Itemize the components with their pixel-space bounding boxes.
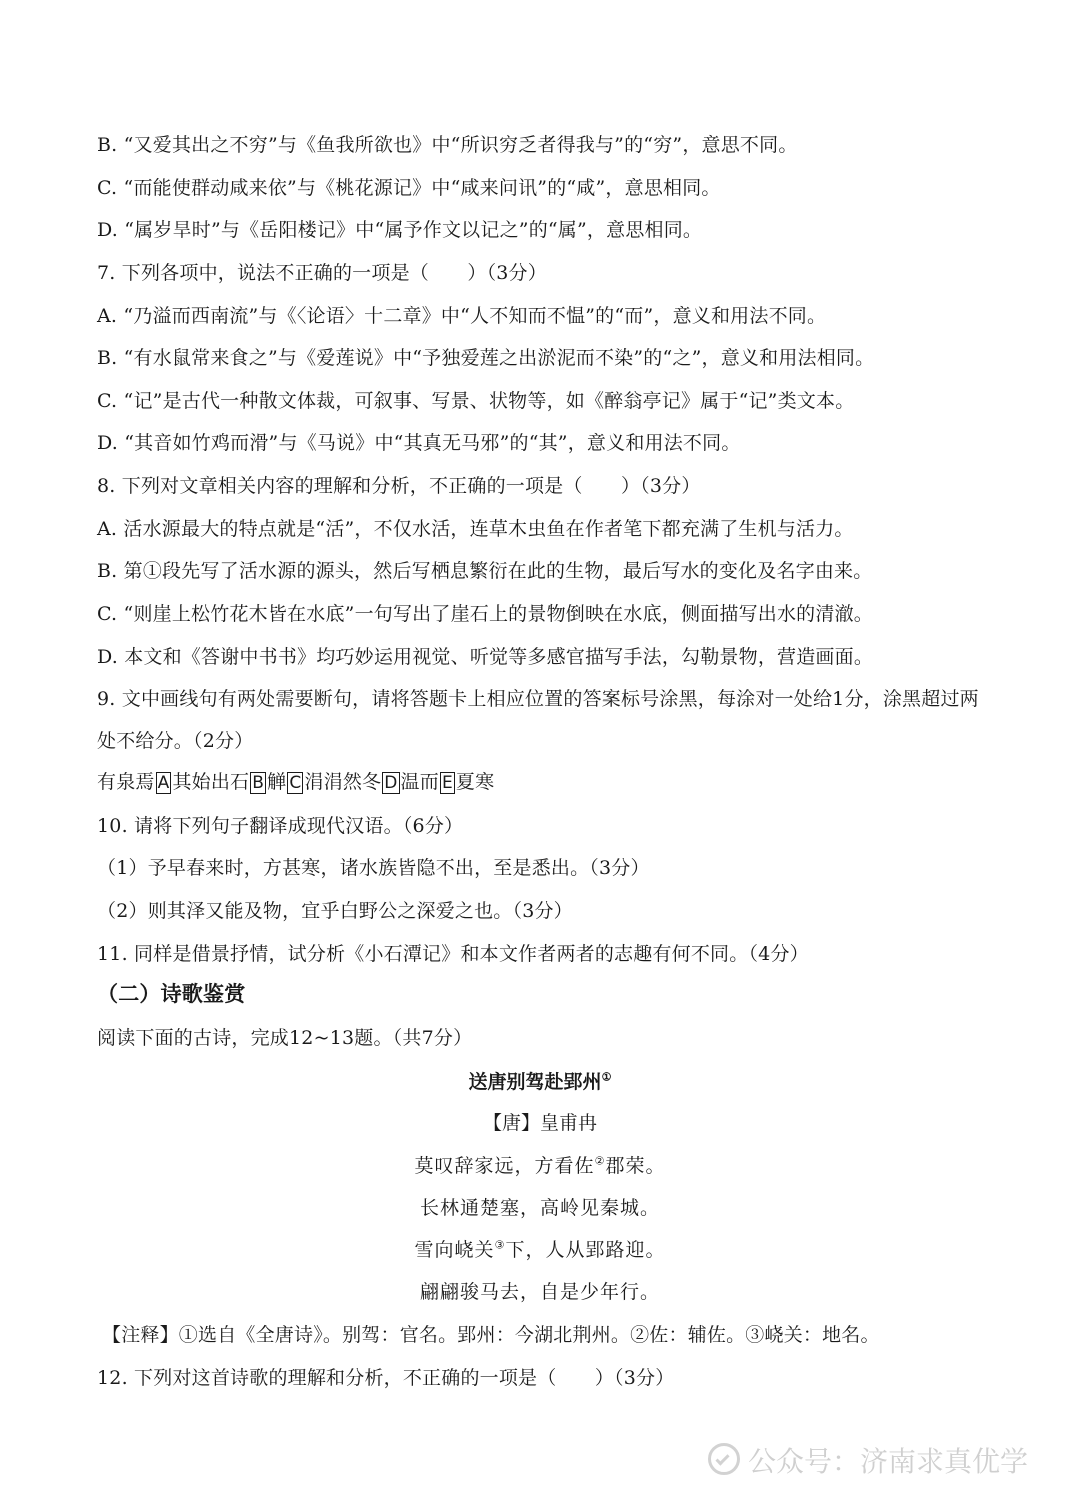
wechat-official-icon <box>708 1443 740 1475</box>
poem-line-1-b: 郡荣。 <box>605 1155 666 1177</box>
q12-stem: 12. 下列对这首诗歌的理解和分析，不正确的一项是（ ）（3分） <box>97 1367 675 1389</box>
q9-stem-line1: 9. 文中画线句有两处需要断句，请将答题卡上相应位置的答案标号涂黑，每涂对一处给1分，涂黑超过两 <box>97 688 979 710</box>
q8-option-d: D. 本文和《答谢中书书》均巧妙运用视觉、听觉等多感官描写手法，勾勒景物，营造画面。 <box>97 646 874 668</box>
poem-line-3-a: 雪向峣关 <box>414 1239 495 1261</box>
poem-title-note: ① <box>601 1070 612 1084</box>
poem-note-3: ③ <box>494 1238 506 1252</box>
q6-option-c: C. “而能使群动咸来依”与《桃花源记》中“咸来问讯”的“咸”，意思相同。 <box>97 177 721 199</box>
q9-segment: 其始出石 <box>172 771 250 793</box>
q9-sentence <box>97 767 494 794</box>
q7-option-b: B. “有水鼠常来食之”与《爱莲说》中“予独爱莲之出淤泥而不染”的“之”，意义和用法相同。 <box>97 347 875 369</box>
poem-note-2: ② <box>594 1154 606 1168</box>
poem-title <box>0 1067 1080 1094</box>
q9-segment: 涓涓然冬 <box>304 771 382 793</box>
q9-mark-a[interactable]: A <box>157 773 170 793</box>
q10-stem: 10. 请将下列句子翻译成现代汉语。（6分） <box>97 815 464 837</box>
poem-title-text: 送唐别驾赴郢州 <box>468 1071 602 1093</box>
q6-option-d: D. “属岁旱时”与《岳阳楼记》中“属予作文以记之”的“属”，意思相同。 <box>97 219 703 241</box>
q9-segment: 觯 <box>267 771 287 793</box>
watermark <box>708 1440 1028 1480</box>
poem-line-1-a: 莫叹辞家远，方看佐 <box>414 1155 595 1177</box>
q10-sentence-2: （2）则其泽又能及物，宜乎白野公之深爱之也。（3分） <box>97 900 573 922</box>
q9-stem-line2: 处不给分。（2分） <box>97 730 254 752</box>
q7-option-a: A. “乃溢而西南流”与《〈论语〉十二章》中“人不知而不愠”的“而”，意义和用法不同。 <box>97 305 827 327</box>
q9-mark-b[interactable]: B <box>252 773 265 793</box>
q10-sentence-1: （1）予早春来时，方甚寒，诸水族皆隐不出，至是悉出。（3分） <box>97 857 650 879</box>
poem-line-4: 翩翩骏马去，自是少年行。 <box>419 1281 660 1303</box>
q11-stem: 11. 同样是借景抒情，试分析《小石潭记》和本文作者两者的志趣有何不同。（4分） <box>97 943 809 965</box>
q7-stem: 7. 下列各项中，说法不正确的一项是（ ）（3分） <box>97 262 547 284</box>
q6-option-b: B. “又爱其出之不穷”与《鱼我所欲也》中“所识穷乏者得我与”的“穷”，意思不同。 <box>97 134 798 156</box>
q7-option-d: D. “其音如竹鸡而滑”与《马说》中“其真无马邪”的“其”，意义和用法不同。 <box>97 432 741 454</box>
poem-line-2: 长林通楚塞，高岭见秦城。 <box>419 1197 660 1219</box>
q7-option-c: C. “记”是古代一种散文体裁，可叙事、写景、状物等，如《醉翁亭记》属于“记”类文本。 <box>97 390 855 412</box>
poem-author: 【唐】皇甫冉 <box>482 1112 597 1134</box>
q8-option-a: A. 活水源最大的特点就是“活”，不仅水活，连草木虫鱼在作者笔下都充满了生机与活力。 <box>97 518 854 540</box>
watermark-text: 公众号：济南求真优学 <box>747 1445 1028 1478</box>
q9-mark-c[interactable]: C <box>289 773 302 793</box>
poem-line-3 <box>0 1235 1080 1262</box>
q8-stem: 8. 下列对文章相关内容的理解和分析，不正确的一项是（ ）（3分） <box>97 475 701 497</box>
q9-segment: 夏寒 <box>455 771 495 793</box>
q9-mark-e[interactable]: E <box>441 773 453 793</box>
section-heading: （二）诗歌鉴赏 <box>97 981 246 1006</box>
poem-line-3-b: 下，人从郢路迎。 <box>505 1239 666 1261</box>
q8-option-c: C. “则崖上松竹花木皆在水底”一句写出了崖石上的景物倒映在水底，侧面描写出水的清澈。 <box>97 603 873 625</box>
poem-line-1 <box>0 1151 1080 1178</box>
q9-mark-d[interactable]: D <box>384 773 398 793</box>
q9-segment: 有泉焉 <box>97 771 155 793</box>
q9-segment: 温而 <box>400 771 439 793</box>
poem-notes: 【注释】①选自《全唐诗》。别驾：官名。郢州：今湖北荆州。②佐：辅佐。③峣关：地名。 <box>102 1324 880 1346</box>
q8-option-b: B. 第①段先写了活水源的源头，然后写栖息繁衍在此的生物，最后写水的变化及名字由来。 <box>97 560 873 582</box>
section-intro: 阅读下面的古诗，完成12~13题。（共7分） <box>97 1027 473 1049</box>
